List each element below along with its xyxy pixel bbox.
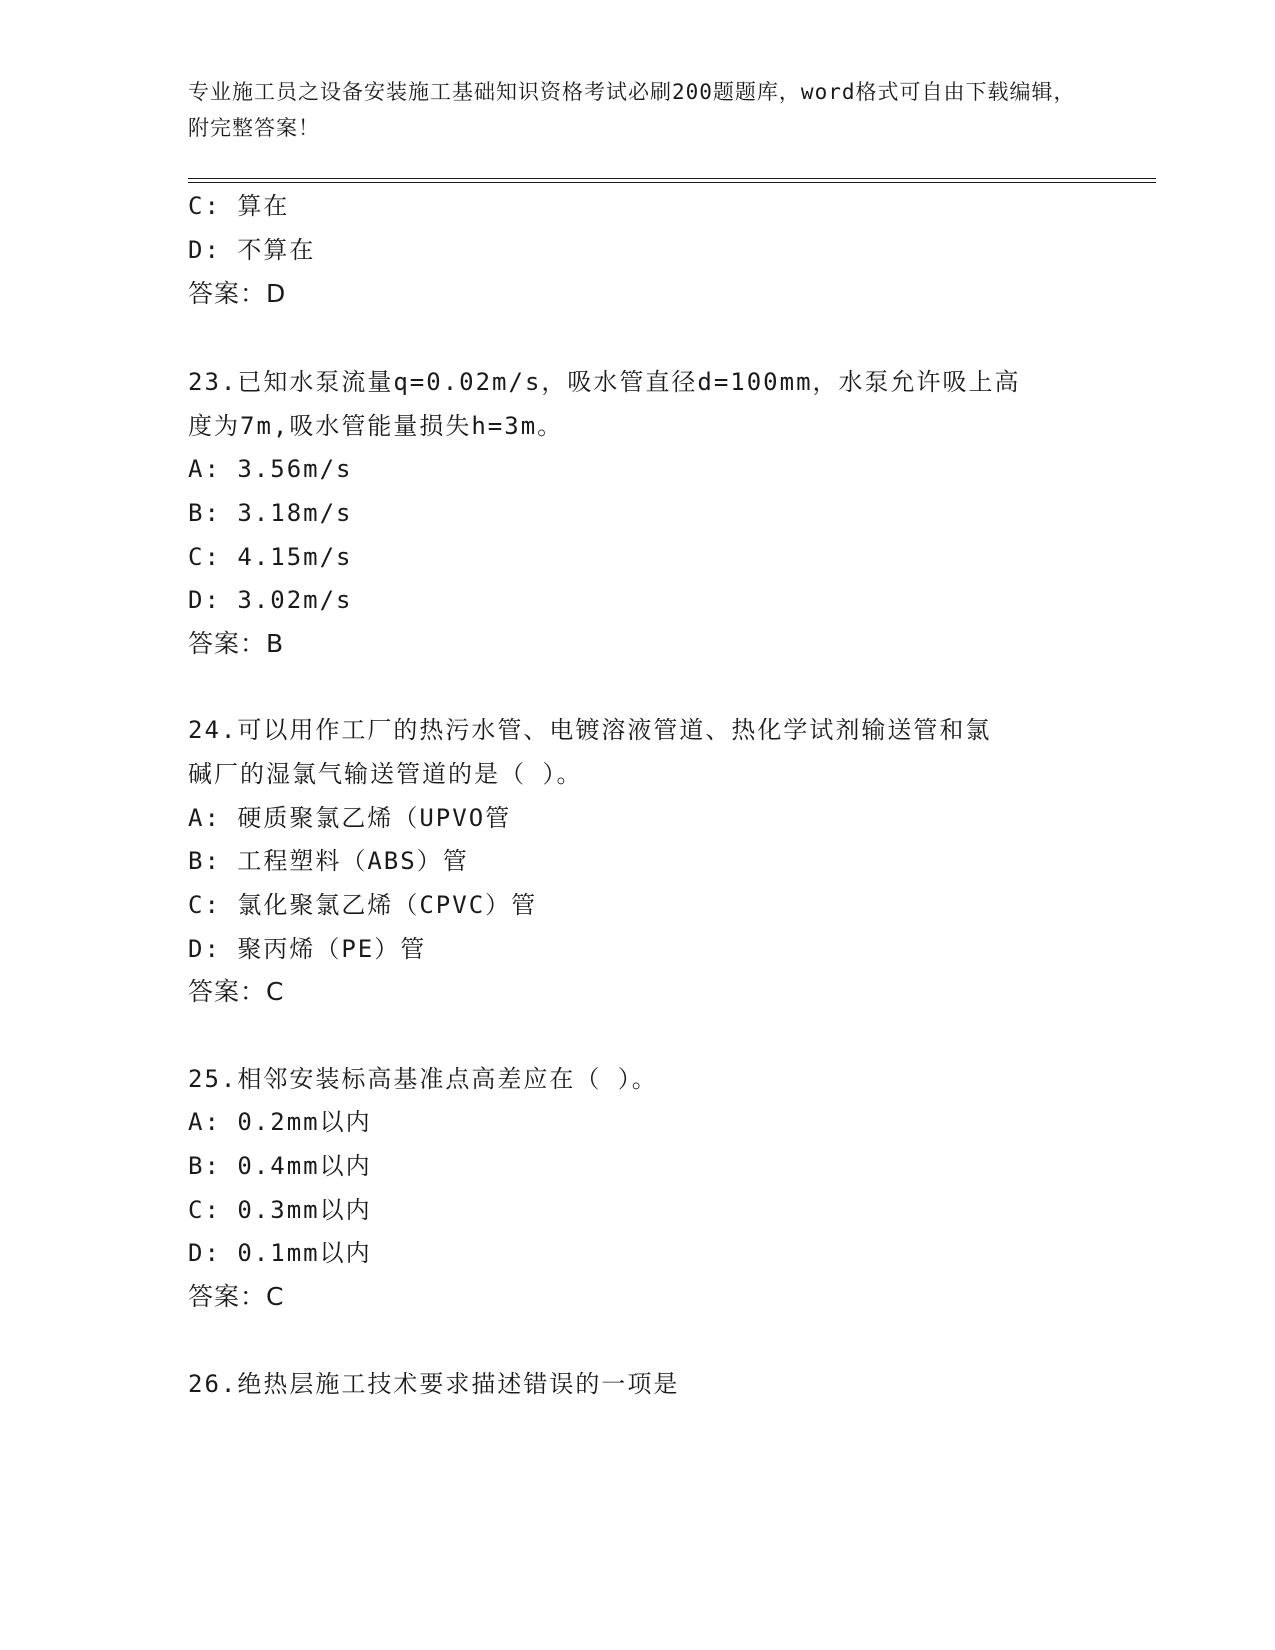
q23-option-b: B: 3.18m/s — [188, 499, 353, 527]
q22-option-c: C: 算在 — [188, 192, 290, 220]
q23-option-a: A: 3.56m/s — [188, 455, 353, 483]
q24-option-b: B: 工程塑料（ABS）管 — [188, 847, 469, 875]
q25-option-a: A: 0.2mm以内 — [188, 1108, 372, 1136]
header-divider-top — [188, 178, 1156, 179]
q24-option-a: A: 硬质聚氯乙烯（UPVO管 — [188, 804, 512, 832]
q22-answer: 答案：D — [188, 279, 287, 308]
q22-option-d: D: 不算在 — [188, 236, 316, 264]
q23-option-d: D: 3.02m/s — [188, 586, 353, 614]
q23-option-c: C: 4.15m/s — [188, 543, 353, 571]
q25-option-c: C: 0.3mm以内 — [188, 1196, 372, 1224]
header-divider-bottom — [188, 182, 1156, 183]
q24-answer: 答案：C — [188, 977, 285, 1006]
q24-stem-line1: 24.可以用作工厂的热污水管、电镀溶液管道、热化学试剂输送管和氯 — [188, 716, 992, 744]
q23-stem-line2: 度为7m,吸水管能量损失h=3m。 — [188, 412, 564, 440]
document-header-title: 专业施工员之设备安装施工基础知识资格考试必刷200题题库，word格式可自由下载编辑，附完整答案！ — [188, 80, 1076, 140]
q24-option-d: D: 聚丙烯（PE）管 — [188, 935, 427, 963]
q25-stem-line1: 25.相邻安装标高基准点高差应在（ ）。 — [188, 1065, 658, 1093]
q23-stem-line1: 23.已知水泵流量q=0.02m/s，吸水管直径d=100mm，水泵允许吸上高 — [188, 368, 1021, 396]
q25-option-b: B: 0.4mm以内 — [188, 1152, 372, 1180]
q25-option-d: D: 0.1mm以内 — [188, 1239, 372, 1267]
q25-answer: 答案：C — [188, 1282, 285, 1311]
q24-stem-line2: 碱厂的湿氯气输送管道的是（ ）。 — [188, 760, 583, 788]
q26-stem-line1: 26.绝热层施工技术要求描述错误的一项是 — [188, 1370, 680, 1398]
q24-option-c: C: 氯化聚氯乙烯（CPVC）管 — [188, 891, 538, 919]
q23-answer: 答案：B — [188, 629, 285, 658]
